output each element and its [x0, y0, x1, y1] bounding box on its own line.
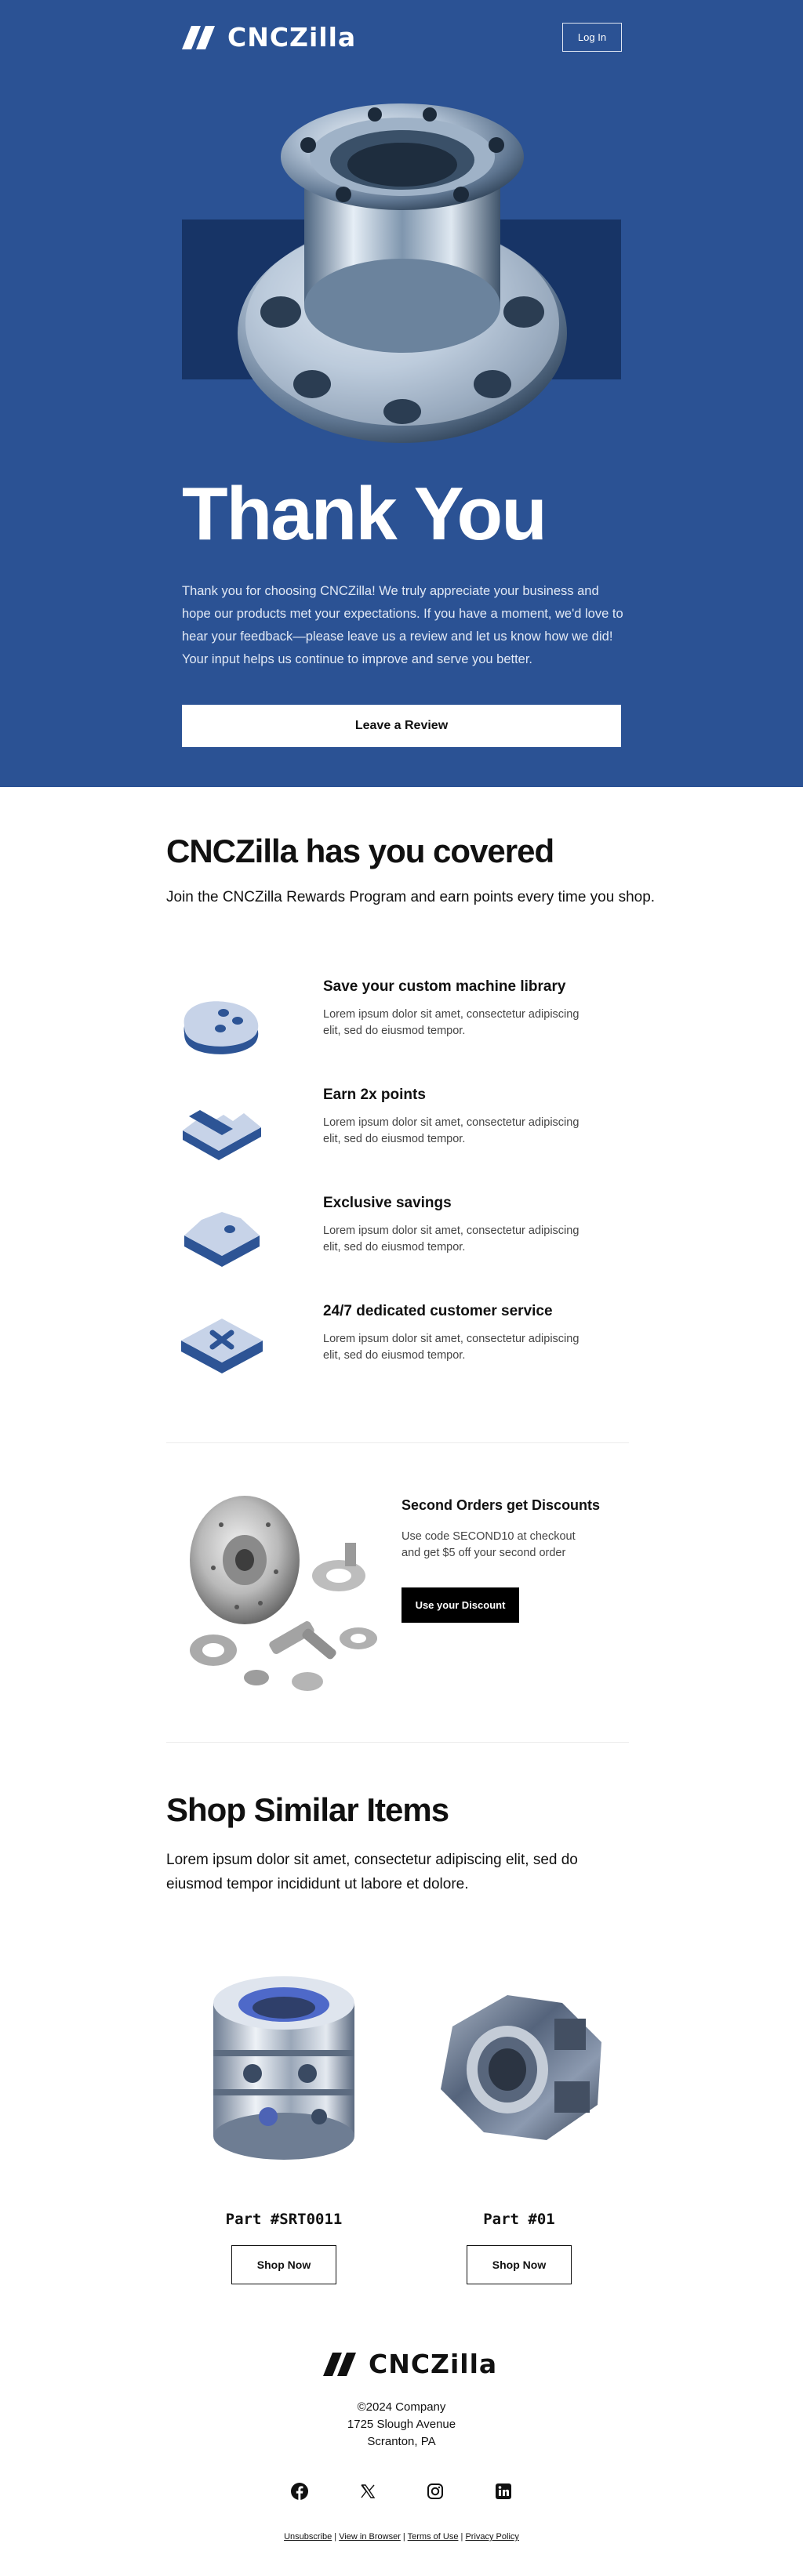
logo-text: CNCZilla — [227, 22, 357, 53]
savings-icon — [178, 1201, 264, 1272]
feature-item — [166, 1087, 637, 1173]
cylinder-part-image — [190, 1964, 378, 2168]
use-discount-button[interactable]: Use your Discount — [402, 1587, 519, 1623]
unsubscribe-link[interactable]: Unsubscribe — [284, 2532, 332, 2542]
covered-subtitle: Join the CNCZilla Rewards Program and earn points every time you shop. — [166, 889, 656, 905]
feature-item — [166, 1303, 637, 1389]
facebook-icon[interactable] — [290, 2482, 309, 2501]
instagram-icon[interactable] — [426, 2482, 445, 2501]
feature-item — [166, 978, 637, 1065]
copyright: ©2024 Company — [357, 2400, 446, 2414]
terms-link[interactable]: Terms of Use — [407, 2532, 459, 2542]
feature-title: 24/7 dedicated customer service — [323, 1303, 553, 1319]
product-image[interactable] — [166, 1952, 402, 2179]
product-name: Part #01 — [483, 2211, 555, 2228]
logo-slash-icon — [182, 26, 220, 49]
login-button[interactable]: Log In — [562, 23, 622, 52]
logo-text: CNCZilla — [369, 2349, 498, 2379]
feature-body: Lorem ipsum dolor sit amet, consectetur adipiscing elit, sed do eiusmod tempor. — [323, 1116, 580, 1145]
product-image[interactable] — [402, 1952, 637, 2179]
footer-logo[interactable] — [323, 2349, 497, 2379]
feature-title: Earn 2x points — [323, 1087, 426, 1103]
privacy-link[interactable]: Privacy Policy — [465, 2532, 519, 2542]
feature-title: Save your custom machine library — [323, 978, 566, 995]
footer-links: Unsubscribe | View in Browser | Terms of Use | Privacy Policy — [284, 2532, 519, 2542]
flange-part-image — [234, 102, 571, 455]
product-name: Part #SRT0011 — [225, 2211, 343, 2228]
hero-section — [0, 0, 803, 787]
housing-part-image — [421, 1972, 617, 2160]
view-in-browser-link[interactable]: View in Browser — [339, 2532, 401, 2542]
library-icon — [178, 985, 264, 1055]
social-links — [290, 2482, 513, 2501]
support-icon — [178, 1309, 264, 1380]
discount-title: Second Orders get Discounts — [402, 1497, 601, 1513]
shop-now-button[interactable]: Shop Now — [467, 2245, 572, 2284]
points-icon — [178, 1093, 264, 1163]
logo-slash-icon — [323, 2353, 361, 2376]
hero-copy: Thank you for choosing CNCZilla! We truly appreciate your business and hope our products met your expectations. If you have a moment, we'd love to hear your feedback—please leave us a review and let us know how we did! Your input helps us continue to improve and serve you better. — [182, 584, 623, 666]
section-divider — [166, 1442, 629, 1443]
covered-title: CNCZilla has you covered — [166, 833, 554, 869]
leave-review-button[interactable]: Leave a Review — [182, 705, 621, 747]
header-logo[interactable] — [182, 22, 356, 53]
feature-body: Lorem ipsum dolor sit amet, consectetur adipiscing elit, sed do eiusmod tempor. — [323, 1225, 580, 1254]
address-line: 1725 Slough Avenue — [347, 2418, 456, 2431]
hero-title: Thank You — [182, 472, 546, 556]
shop-now-button[interactable]: Shop Now — [231, 2245, 336, 2284]
feature-body: Lorem ipsum dolor sit amet, consectetur adipiscing elit, sed do eiusmod tempor. — [323, 1008, 580, 1037]
company-address — [245, 2399, 558, 2451]
x-twitter-icon[interactable] — [358, 2482, 377, 2501]
shop-copy: Lorem ipsum dolor sit amet, consectetur adipiscing elit, sed do eiusmod tempor incididunt ut labore et dolore. — [166, 1852, 578, 1892]
shop-title: Shop Similar Items — [166, 1791, 449, 1828]
feature-title: Exclusive savings — [323, 1195, 452, 1211]
feature-body: Lorem ipsum dolor sit amet, consectetur adipiscing elit, sed do eiusmod tempor. — [323, 1333, 580, 1362]
linkedin-icon[interactable] — [494, 2482, 513, 2501]
feature-item — [166, 1195, 637, 1281]
discount-copy: Use code SECOND10 at checkout and get $5 off your second order — [402, 1530, 576, 1559]
parts-collection-image — [182, 1482, 383, 1701]
section-divider — [166, 1742, 629, 1743]
address-line: Scranton, PA — [367, 2435, 436, 2448]
